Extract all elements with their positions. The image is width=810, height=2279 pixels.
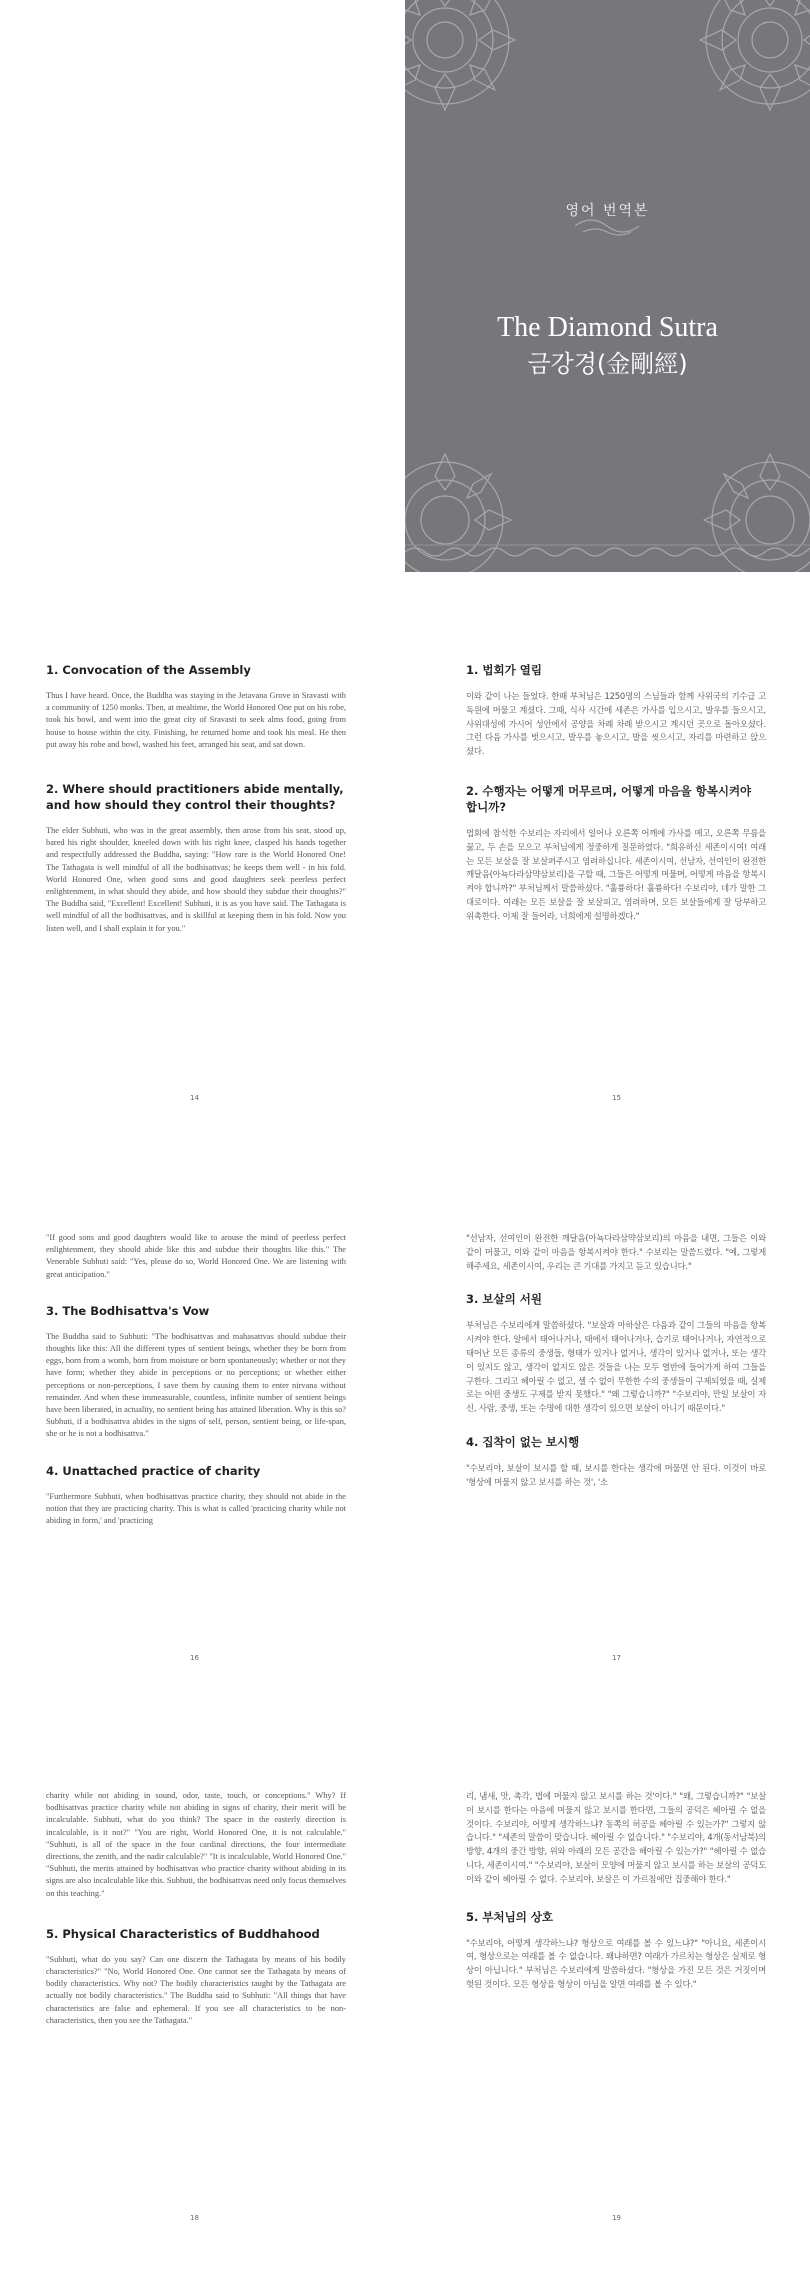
page-number: 17 [612,1654,621,1662]
section-heading: 5. 부처님의 상호 [466,1909,554,1924]
section-heading: 3. The Bodhisattva's Vow [46,1303,210,1318]
page-14 [0,572,405,1132]
page-number: 15 [612,1094,621,1102]
page-number: 14 [190,1094,199,1102]
section-text: Thus I have heard. Once, the Buddha was staying in the Jetavana Grove in Sravasti with a community of 1250 monks. Then, at mealtime, the World Honored One put on his robe, took his bowl, and went into the great city of Sravasti to seek alms food, going from house to house within the city. Finishing, he returned home and took his meal. He then put away his robe and bowl, washed his feet, arranged his seat, and sat down. [46,691,346,749]
section-text: The Buddha said to Subhuti: "The bodhisattvas and mahasattvas should subdue their thoughts like this: All the different types of sentient beings, whether they be born from eggs, born from a womb, born from moisture or born spontaneously; whether or not they have form; whether they abide in perceptions or no perceptions; or whether either perceptions or non-perceptions, I save them by causing them to enter nirvana without remainder. And when these immeasurable, countless, infinite number of sentient beings have been liberated, in actuality, no sentient being has attained liberation. Why is this so? Subhuti, if a bodhisattva abides in the signs of self, person, sentient being, or life-span, she or he is not a bodhisattva." [46,1331,346,1439]
blank-page [0,0,405,572]
cover-title-korean: 금강경(金剛經) [527,350,688,378]
cover-title-english: The Diamond Sutra [497,312,718,343]
page-number: 16 [190,1654,199,1662]
spread-14-15 [0,572,810,1132]
section-heading: 4. Unattached practice of charity [46,1463,261,1478]
page-number: 18 [190,2214,199,2222]
page-number: 19 [612,2214,621,2222]
cover-label: 영어 번역본 [565,203,650,219]
spread-cover [0,0,810,572]
section-text: "Subhuti, what do you say? Can one discern the Tathagata by means of his bodily characteristics?" "No, World Honored One. One cannot see the Tathagata by means of bodily characteristics. Why not? The bodily characteristics taught by the Tathagata are actually not bodily characteristics." The Buddha said to Subhuti: "All things that have characteristics are false and ephemeral. If you see all characteristics to be non-characteristics, then you see the Tathagata." [46,1954,346,2025]
section-text: "수보리야, 어떻게 생각하느냐? 형상으로 여래를 볼 수 있느냐?" "아니요, 세존이시여, 형상으로는 여래를 볼 수 없습니다. 왜냐하면? 여래가 가르치는 형상은 실제로 형상이 아닙니다." 부처님은 수보리에게 말씀하셨다. "형상을 가진 모든 것은 거짓이며 헛된 것이다. 모든 형상을 형상이 아님을 알면 여래를 볼 수 있다." [466,1937,766,1989]
section-text: 이와 같이 나는 들었다. 한때 부처님은 1250명의 스님들과 함께 사위국의 기수급 고독원에 머물고 계셨다. 그때, 식사 시간에 세존은 가사를 입으시고, 발우를 들으시고, 사위대성에 가시어 성안에서 공양을 차례 차례 받으시고 계시던 곳으로 돌아오셨다. 그런 다음 가사를 벗으시고, 발우를 놓으시고, 발을 씻으시고, 자리를 마련하고 앉으셨다. [466,691,766,757]
section-text: "Furthermore Subhuti, when bodhisattvas practice charity, they should not abide in the notion that they are practicing charity. This is what is called 'practicing charity while not abiding in form,' and 'practicing [46,1491,346,1526]
section-heading: 3. 보살의 서원 [466,1292,542,1307]
section-heading: 2. Where should practitioners abide mentally, and how should they control their thoughts? [46,782,344,813]
section-heading: 5. Physical Characteristics of Buddhahood [46,1926,320,1941]
spread-18-19 [0,1692,810,2279]
section-heading: 2. 수행자는 어떻게 머무르며, 어떻게 마음을 항복시켜야 합니까? [466,783,752,814]
spread-16-17 [0,1132,810,1692]
cover-page [405,0,810,572]
section-text: 법회에 참석한 수보리는 자리에서 일어나 오른쪽 어깨에 가사를 메고, 오른쪽 무릎을 꿇고, 두 손을 모으고 부처님에게 정중하게 질문하였다. "희유하신 세존이시여! 여래는 모든 보살을 잘 보살펴주시고 염려하십니다. 세존이시여, 선남자, 선여인이 완전한 깨달음(아뇩다라삼먁삼보리)을 구할 때, 그들은 어떻게 머물며, 어떻게 마음을 항복시켜야 합니까?" 부처님께서 말씀하셨다. "훌륭하다! 훌륭하다! 수보리야, 네가 말한 그대로이다. 여래는 모든 보살을 잘 보살피고, 염려하며, 모든 보살들에게 잘 당부하고 위촉한다. 이제 잘 들어라, 너희에게 설명하겠다." [466,827,766,921]
section-heading: 4. 집착이 없는 보시행 [466,1434,580,1449]
section-text: "수보리야, 보살이 보시를 할 때, 보시를 한다는 생각에 머물면 안 된다. 이것이 바로 '형상에 머물지 않고 보시를 하는 것', '소 [466,1462,766,1487]
section-text: "If good sons and good daughters would like to arouse the mind of peerless perfect enlightenment, they should abide like this and subdue their thoughts like this." The Venerable Subhuti said: "Yes, please do so, World Honored One. We are listening with great anticipation." [46,1233,346,1279]
mandala-ornament-graphic [405,0,810,572]
section-text: "선남자, 선여인이 완전한 깨달음(아뇩다라삼먁삼보리)의 마음을 내면, 그들은 이와 같이 머물고, 이와 같이 마음을 항복시켜야 한다." 수보리는 말씀드렸다. "예, 그렇게 해주세요, 세존이시여, 우리는 큰 기대를 가지고 듣고 있습니다." [466,1233,766,1271]
section-text: The elder Subhuti, who was in the great assembly, then arose from his seat, stood up, bared his right shoulder, kneeled down with his right knee, clasped his hands together and respectfully addressed the Buddha, saying: "How rare is the World Honored One! The Tathagata is well mindful of all the bodhisattvas; he keeps them well - in his fold. World Honored One, when good sons and good daughters seek peerless perfect enlightenment, in what should they abide, and how should they subdue their thoughts?" The Buddha said, "Excellent! Excellent! Subhuti, it is as you have said. The Tathagata is well mindful of all the bodhisattvas, and is skillful at keeping them in his fold. Now you listen well, and I shall explain it for you." [46,826,346,933]
section-text: charity while not abiding in sound, odor, taste, touch, or conceptions." Why? If bodhisattvas practice charity while not abiding in signs of charity, their merit will be incalculable. Subhuti, what do you think? The space in the easterly direction is incalculable, is it not?" "You are right, World Honored One, it is not calculable." "Subhuti, is all of the space in the four cardinal directions, the four intermediate directions, the zenith, and the nadir calculable?" "It is incalculable, World Honored One." "Subhuti, the merits attained by bodhisattvas who practice charity without abiding in its signs are also incalculable like this. Subhuti, the bodhisattvas need only focus themselves on this teaching." [46,1791,346,1898]
section-text: 리, 냄새, 맛, 촉각, 법에 머물지 않고 보시를 하는 것'이다." "왜, 그렇습니까?" "보살이 보시를 한다는 마음에 머물지 않고 보시를 한다면, 그들의 공덕은 헤아릴 수 없을 것이다. 수보리야, 어떻게 생각하느냐? 동쪽의 허공을 헤아릴 수 있는가?" 그렇지 않습니다." "세존의 말씀이 맞습니다. 헤아릴 수 없습니다." "수보리야, 4개(동서남북)의 방향, 4개의 중간 방향, 위와 아래의 모든 공간을 헤아릴 수 있는가?" "헤아릴 수 없습니다, 세존이시여." "수보리야, 보살이 모양에 머물지 않고 보시를 하는 보살의 공덕도 이와 같이 헤아릴 수 없다. 수보리야, 보살은 이 가르침에만 집중해야 한다." [466,1791,767,1884]
section-text: 부처님은 수보리에게 말씀하셨다. "보살과 마하살은 다음과 같이 그들의 마음을 항복시켜야 한다. 알에서 태어나거나, 태에서 태어나거나, 습기로 태어나거나, 자연적으로 태어난 모든 종류의 중생들, 형태가 있거나 없거나, 생각이 있거나 없거나, 또는 생각이 있지도 않고, 생각이 없지도 않은 것들을 나는 모두 열반에 들어가게 하여 그들을 구한다. 그리고 헤아릴 수 없고, 셀 수 없이 무한한 수의 중생들이 구제되었을 때, 실제로는 어떤 중생도 구제를 받지 못했다." "왜 그렇습니까?" "수보리야, 만일 보살이 자신, 사람, 중생, 또는 수명에 대한 생각이 있으면 보살이 아니기 때문이다." [466,1320,766,1414]
section-heading: 1. 법회가 열림 [466,663,542,677]
section-heading: 1. Convocation of the Assembly [46,663,251,677]
